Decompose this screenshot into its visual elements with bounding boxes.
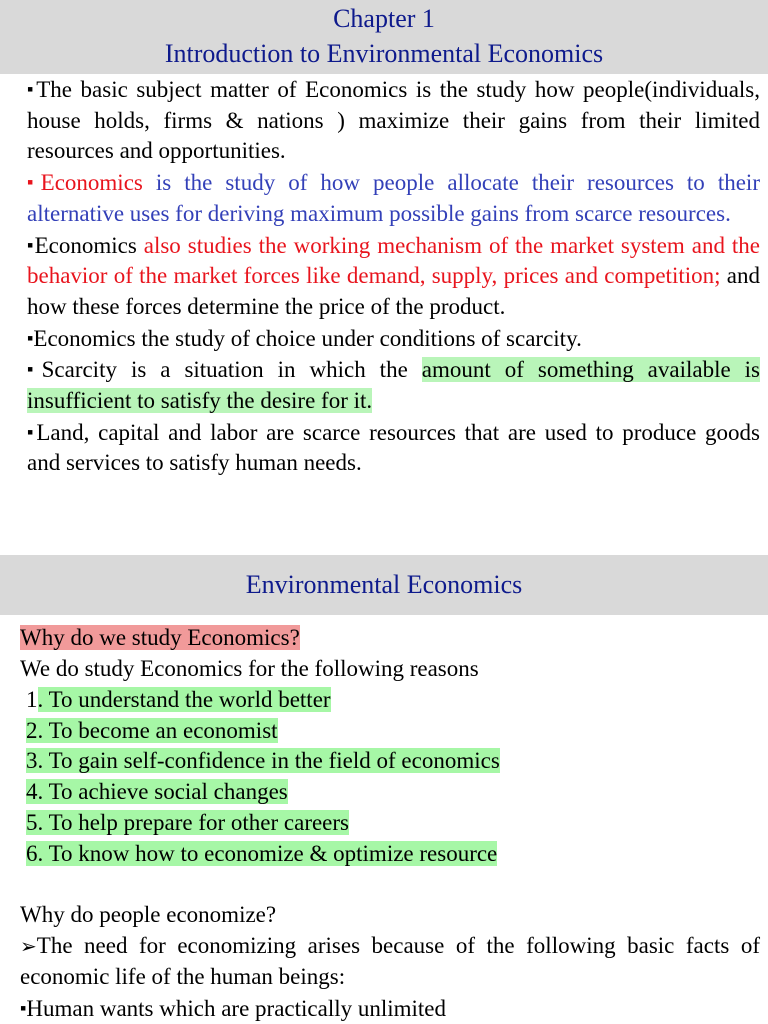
list-item: 5. To help prepare for other careers <box>26 809 349 835</box>
term-economics: Economics <box>40 170 143 196</box>
scarcity-highlight: amount of something available is insufficient to satisfy the desire for it. <box>27 357 760 414</box>
arrow-bullet-icon: ➢ <box>20 934 37 959</box>
paragraph-need: ➢The need for economizing arises because of the following basic facts of economic life of the human beings: <box>20 933 760 989</box>
list-item: 1. To understand the world better <box>26 686 331 712</box>
paragraph-resources: ▪ Land, capital and labor are scarce resources that are used to produce goods and services to satisfy human needs. <box>27 417 760 479</box>
list-item: 3. To gain self-confidence in the field of economics <box>26 748 500 774</box>
definition-text: is the study of how people allocate their resources to their alternative uses for deriving maximum possible gains from scarce resources. <box>27 170 760 226</box>
list-item: 2. To become an economist <box>26 717 278 743</box>
paragraph-market-mechanism: ▪ Economics also studies the working mechanism of the market system and the behavior of the market forces like demand, supply, prices and competition; and how these forces determine the price of the product. <box>27 230 760 323</box>
market-mechanism-text: also studies the working mechanism of the market system and the behavior of the market forces like demand, supply, prices and competition; <box>27 232 760 289</box>
paragraph-subject-matter: ▪ The basic subject matter of Economics is the study how people(individuals, house holds, firms & nations ) maximize their gains from their limited resources and opportunities. <box>27 74 760 167</box>
list-item: 4. To achieve social changes <box>26 779 288 805</box>
question-why-economize: Why do people economize? <box>20 902 277 928</box>
blank-line <box>20 870 760 901</box>
paragraph-cut-off: ▪ Human wants which are practically unlimited <box>20 993 760 1024</box>
paragraph-choice: ▪ Economics the study of choice under conditions of scarcity. <box>27 323 760 355</box>
chapter-subtitle: Introduction to Environmental Economics <box>164 39 604 68</box>
chapter-title: Chapter 1 <box>333 4 435 33</box>
slide2-header <box>0 555 768 615</box>
slide1-body <box>0 74 768 479</box>
paragraph-scarcity: ▪ Scarcity is a situation in which the amount of something available is insufficient to satisfy the desire for it. <box>27 354 760 416</box>
slide1-header <box>0 0 768 74</box>
slide2-title: Environmental Economics <box>245 570 523 600</box>
slide-separator <box>0 479 768 555</box>
list-item: 6. To know how to economize & optimize resource <box>26 840 498 866</box>
paragraph-definition <box>27 167 760 229</box>
reasons-intro: We do study Economics for the following reasons <box>20 655 479 681</box>
slide2-body <box>0 615 768 1024</box>
question-why-study: Why do we study Economics? <box>20 625 300 651</box>
